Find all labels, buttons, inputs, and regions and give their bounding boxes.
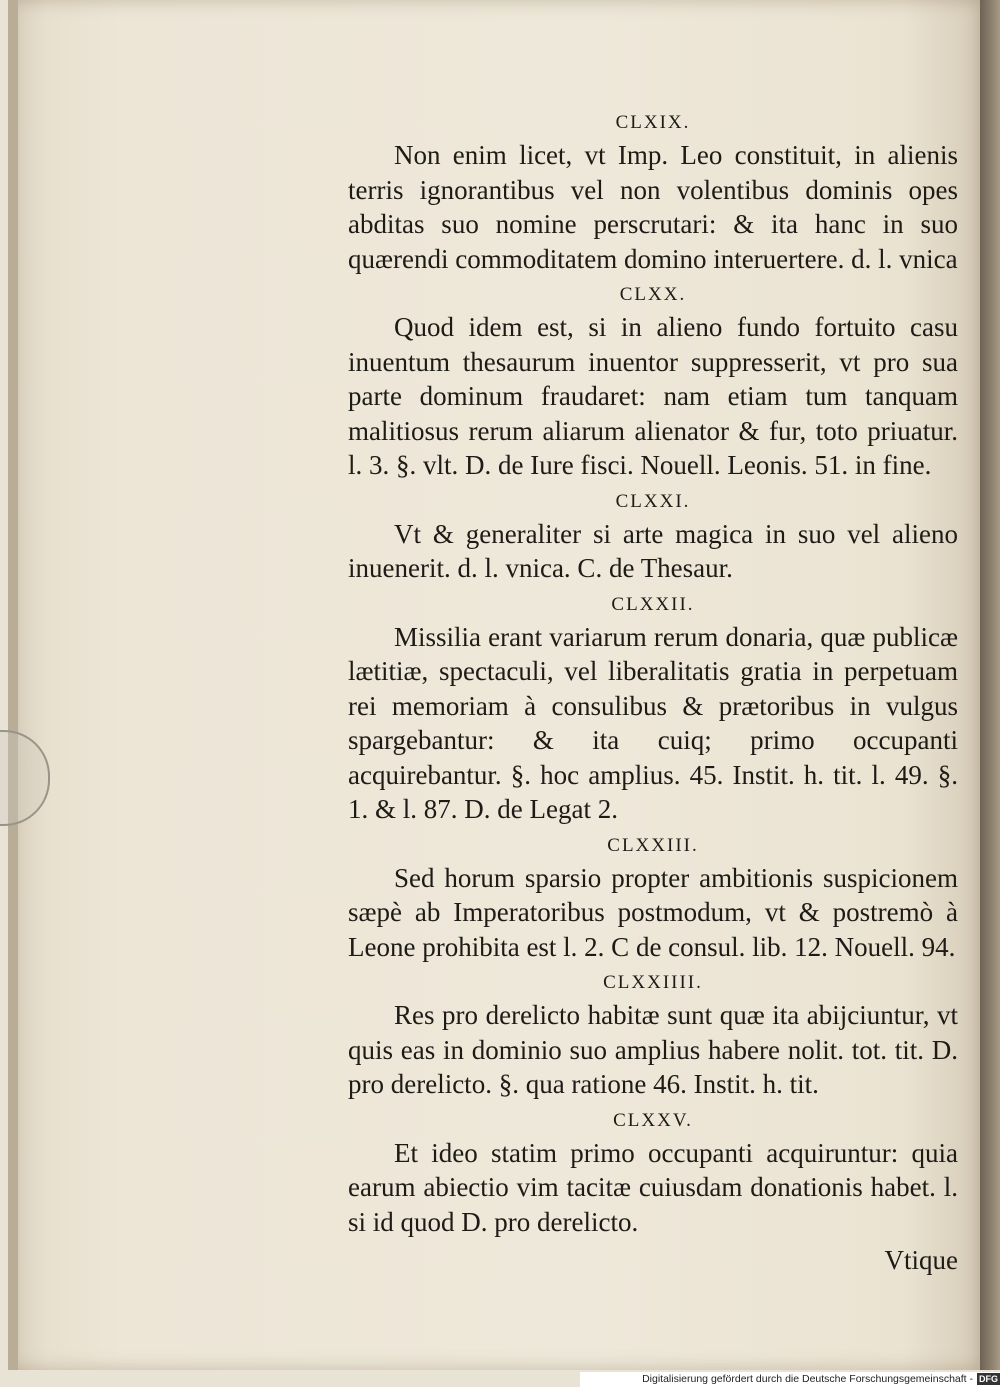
section-heading: CLXXIII. (607, 834, 699, 856)
section-heading: CLXXV. (613, 1109, 693, 1131)
section-paragraph: Vt & generaliter si arte magica in suo vel alieno inuenerit. d. l. vnica. C. de Thesaur. (348, 518, 958, 583)
section-paragraph: Quod idem est, si in alieno fundo fortuito casu inuentum thesaurum inuentor suppresserit, vt pro sua parte dominum fraudaret: nam etiam tum tanquam malitiosus rerum aliarum alienator & fur, toto priuatur. l. 3. §. vlt. D. de Iure fisci. Nouell. Leonis. 51. in fine. (348, 312, 958, 480)
section-clxxiiii (348, 968, 958, 1102)
section-paragraph: Non enim licet, vt Imp. Leo constituit, in alienis terris ignorantibus vel non volentibus dominis opes abditas suo nomine perscrutari: & ita hanc in suo quærendi commoditatem domino interuertere. d. l. vnica (348, 140, 958, 274)
section-paragraph: Et ideo statim primo occupanti acquiruntur: quia earum abiectio vim tacitæ cuiusdam donationis habet. l. si id quod D. pro derelicto. (348, 1137, 958, 1237)
section-heading: CLXIX. (615, 112, 691, 133)
page-left-edge (8, 0, 18, 1370)
section-clxxii (348, 590, 958, 827)
section-clxxi (348, 487, 958, 586)
digitization-footer (580, 1372, 1000, 1387)
section-paragraph: Sed horum sparsio propter ambitionis suspicionem sæpè ab Imperatoribus postmodum, vt & postremò à Leone prohibita est l. 2. C de consul. lib. 12. Nouell. 94. (348, 862, 958, 962)
page-text-block (348, 108, 958, 1278)
section-clxx (348, 280, 958, 483)
section-heading: CLXXII. (611, 593, 695, 615)
section-heading: CLXXI. (615, 490, 691, 512)
section-heading: CLXXIIII. (603, 972, 703, 993)
section-heading: CLXX. (619, 284, 687, 305)
book-cover-edge (980, 0, 1000, 1370)
section-paragraph: Res pro derelicto habitæ sunt quæ ita abijciuntur, vt quis eas in dominio suo amplius habere nolit. tot. tit. D. pro derelicto. §. qua ratione 46. Instit. h. tit. (348, 1000, 958, 1099)
section-clxxv (348, 1106, 958, 1240)
section-clxix (348, 108, 958, 276)
book-page (8, 0, 980, 1370)
section-clxxiii (348, 831, 958, 965)
catchword: Vtique (884, 1245, 958, 1275)
section-paragraph: Missilia erant variarum rerum donaria, quæ publicæ lætitiæ, spectaculi, vel liberalitatis gratia in perpetuam rei memoriam à consulibus & prætoribus in vulgus spargebantur: & ita cuiq; primo occupanti acquirebantur. §. hoc amplius. 45. Instit. h. tit. l. 49. §. 1. & l. 87. D. de Legat 2. (348, 621, 958, 824)
footer-credit: Digitalisierung gefördert durch die Deutsche Forschungsgemeinschaft - (642, 1373, 973, 1385)
dfg-logo: DFG (979, 1374, 998, 1385)
